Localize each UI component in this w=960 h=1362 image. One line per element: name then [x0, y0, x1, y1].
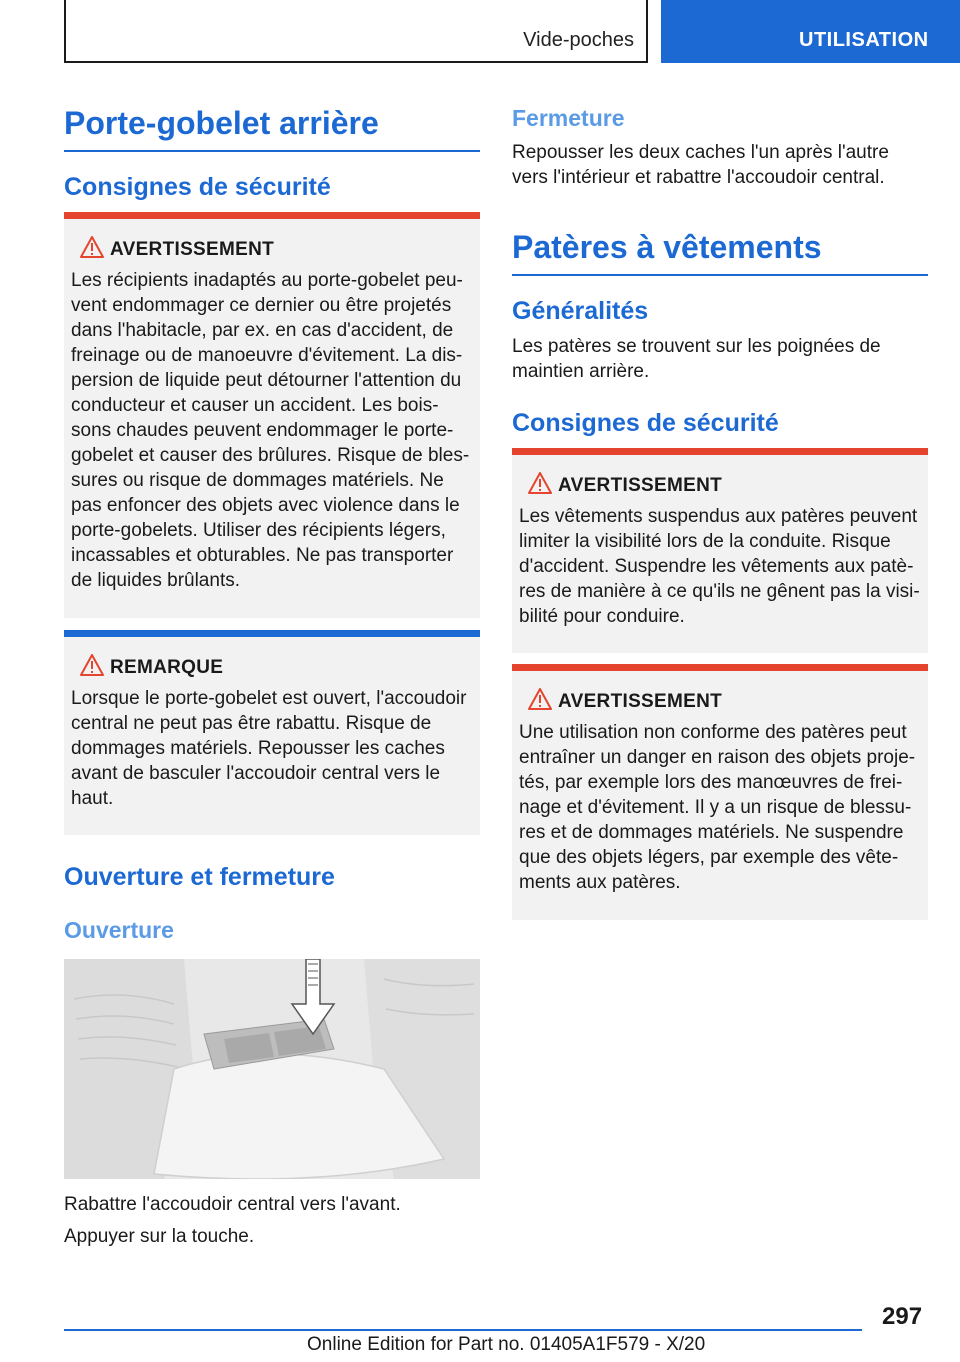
step-text-2: Appuyer sur la touche.	[64, 1226, 255, 1247]
warning-triangle-icon	[528, 688, 552, 710]
warning-title: AVERTISSEMENT	[558, 475, 723, 496]
heading-safety-right: Consignes de sécurité	[512, 409, 779, 437]
warning-text: Une utilisation non conforme des patères peut entraîner un danger en raison des objets proje-tés, par exemple lors des manœuvres de frei-nage et d'évitement. Il y a un risque de blessu-res et de dommages matériels. Ne suspendre que des objets légers, par exemple des vête-ments aux patères.	[519, 722, 916, 893]
warning-box-hooks-2	[512, 664, 928, 920]
warning-bar	[64, 212, 480, 219]
page-number: 297	[882, 1303, 923, 1330]
warning-triangle-icon	[80, 654, 104, 676]
warning-text: Les vêtements suspendus aux patères peuvent limiter la visibilité lors de la conduite. Risque d'accident. Suspendre les vêtements aux patè-res de manière à ce qu'ils ne gênent pas la visi-bilité pour conduire.	[519, 506, 920, 627]
note-bar	[64, 630, 480, 637]
heading-open-close: Ouverture et fermeture	[64, 863, 335, 891]
warning-title: AVERTISSEMENT	[558, 691, 723, 712]
step-text-1: Rabattre l'accoudoir central vers l'avant.	[64, 1194, 401, 1215]
warning-bar	[512, 664, 928, 671]
header-chapter-tab	[661, 0, 960, 63]
page-title-cup-holder: Porte-gobelet arrière	[64, 104, 480, 152]
warning-text: Les récipients inadaptés au porte-gobelet peu-vent endommager ce dernier ou être projetés dans l'habitacle, par ex. en cas d'accident, de freinage ou de manoeuvre d'évitement. La dis-persion de liquide peut détourner l'attention du conducteur et causer un accident. Les bois-sons chaudes peuvent endommager le porte-gobelet et causer des brûlures. Risque de bles-sures ou risque de dommages matériels. Ne pas enfoncer des objets avec violence dans le porte-gobelets. Utiliser des récipients légers, incassables et obturables. Ne pas transporter de liquides brûlants.	[71, 270, 470, 591]
header-section-tab	[64, 0, 648, 63]
heading-closing: Fermeture	[512, 105, 625, 131]
header-section-label: Vide-poches	[523, 29, 634, 51]
warning-bar	[512, 448, 928, 455]
footer-divider	[64, 1329, 862, 1331]
warning-title: AVERTISSEMENT	[110, 239, 275, 260]
warning-triangle-icon	[80, 236, 104, 258]
note-box-cup-holder	[64, 630, 480, 835]
footer-edition: Online Edition for Part no. 01405A1F579 - X/20	[307, 1334, 706, 1355]
warning-box-hooks-1	[512, 448, 928, 653]
general-text: Les patères se trouvent sur les poignées de maintien arrière.	[512, 336, 881, 382]
heading-opening: Ouverture	[64, 917, 174, 943]
warning-box-cup-holder	[64, 212, 480, 618]
header-chapter-label: UTILISATION	[799, 29, 929, 51]
note-title: REMARQUE	[110, 657, 224, 678]
armrest-illustration	[64, 959, 480, 1179]
note-text: Lorsque le porte-gobelet est ouvert, l'accoudoir central ne peut pas être rabattu. Risque de dommages matériels. Repousser les caches avant de basculer l'accoudoir central vers le haut.	[71, 688, 467, 809]
heading-safety-left: Consignes de sécurité	[64, 173, 331, 201]
heading-general: Généralités	[512, 297, 649, 325]
warning-triangle-icon	[528, 472, 552, 494]
page-title-coat-hooks: Patères à vêtements	[512, 228, 928, 276]
closing-text: Repousser les deux caches l'un après l'autre vers l'intérieur et rabattre l'accoudoir central.	[512, 142, 889, 188]
